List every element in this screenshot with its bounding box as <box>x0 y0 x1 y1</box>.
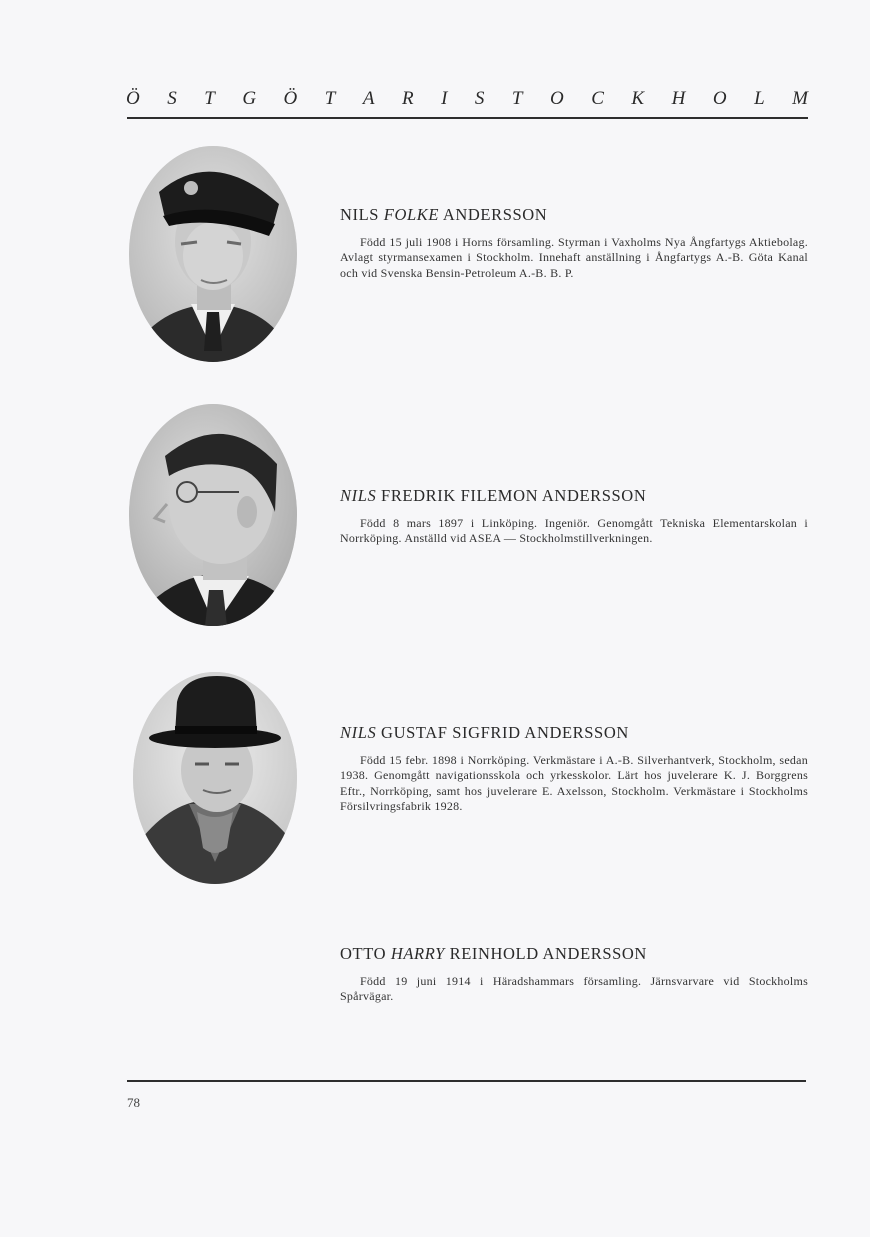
biography-entry-2 <box>340 486 808 547</box>
header-letter: S <box>474 88 485 109</box>
footer-rule <box>127 1080 806 1082</box>
header-letter: M <box>792 88 808 109</box>
header-letter: T <box>324 88 336 109</box>
name-part: OTTO <box>340 944 391 963</box>
header-letter: T <box>511 88 523 109</box>
name-part: NILS <box>340 205 384 224</box>
biography-entry-4 <box>340 944 808 1005</box>
portrait-photo-2 <box>129 404 297 626</box>
entry-bio: Född 15 febr. 1898 i Norrköping. Verkmästare i A.-B. Silverhantverk, Stockholm, sedan 1938. Genomgått navigationsskola och yrkesskolor. Lärt hos juvelerare K. J. Borggrens Eftr., Norrköping, samt hos juvelerare E. Axelsson, Stockholm. Verkmästare i Stockholms Försilvringsfabrik 1928. <box>340 753 808 813</box>
page-number: 78 <box>127 1095 140 1110</box>
entry-bio: Född 15 juli 1908 i Horns församling. Styrman i Vaxholms Nya Ångfartygs Aktiebolag. Avlagt styrmansexamen i Stockholm. Innehaft anställning i Ångfartygs A.-B. Göta Kanal och vid Svenska Bensin-Petroleum A.-B. B. P. <box>340 235 808 280</box>
biography-entry-1 <box>340 205 808 281</box>
portrait-photo-1 <box>129 146 297 362</box>
name-part: FREDRIK FILEMON ANDERSSON <box>376 486 647 505</box>
portrait-1-image <box>129 146 297 362</box>
header-letter: Ö <box>126 88 140 109</box>
portrait-3-image <box>133 672 297 884</box>
header-letter: O <box>549 88 564 109</box>
name-part-called-name: NILS <box>340 486 377 505</box>
name-part-called-name: FOLKE <box>383 205 440 224</box>
running-header <box>126 88 808 110</box>
header-letter: I <box>441 88 448 109</box>
header-letter: T <box>204 88 215 109</box>
name-part: REINHOLD ANDERSSON <box>444 944 647 963</box>
header-letter: G <box>242 88 257 109</box>
header-letter: H <box>671 88 686 109</box>
biography-entry-3 <box>340 723 808 814</box>
header-letter: C <box>591 88 604 109</box>
entry-name <box>340 205 808 225</box>
entry-name <box>340 486 808 506</box>
name-part-called-name: NILS <box>340 723 377 742</box>
header-letter: L <box>754 88 765 109</box>
header-letter: K <box>631 88 645 109</box>
name-part-called-name: HARRY <box>390 944 445 963</box>
header-letter: R <box>401 88 414 109</box>
header-letter: Ö <box>283 88 298 109</box>
header-letter: A <box>362 88 375 109</box>
header-letter: S <box>167 88 177 109</box>
entry-name <box>340 944 808 964</box>
header-rule <box>127 117 808 119</box>
header-letter: O <box>712 88 727 109</box>
entry-bio: Född 19 juni 1914 i Häradshammars församling. Järnsvarvare vid Stockholms Spårvägar. <box>340 974 808 1004</box>
portrait-2-image <box>129 404 297 626</box>
entry-bio: Född 8 mars 1897 i Linköping. Ingeniör. Genomgått Tekniska Elementarskolan i Norrköping. Anställd vid ASEA — Stockholmstillverkningen. <box>340 516 808 546</box>
name-part: GUSTAF SIGFRID ANDERSSON <box>376 723 629 742</box>
entry-name <box>340 723 808 743</box>
name-part: ANDERSSON <box>439 205 548 224</box>
portrait-photo-3 <box>133 672 297 884</box>
